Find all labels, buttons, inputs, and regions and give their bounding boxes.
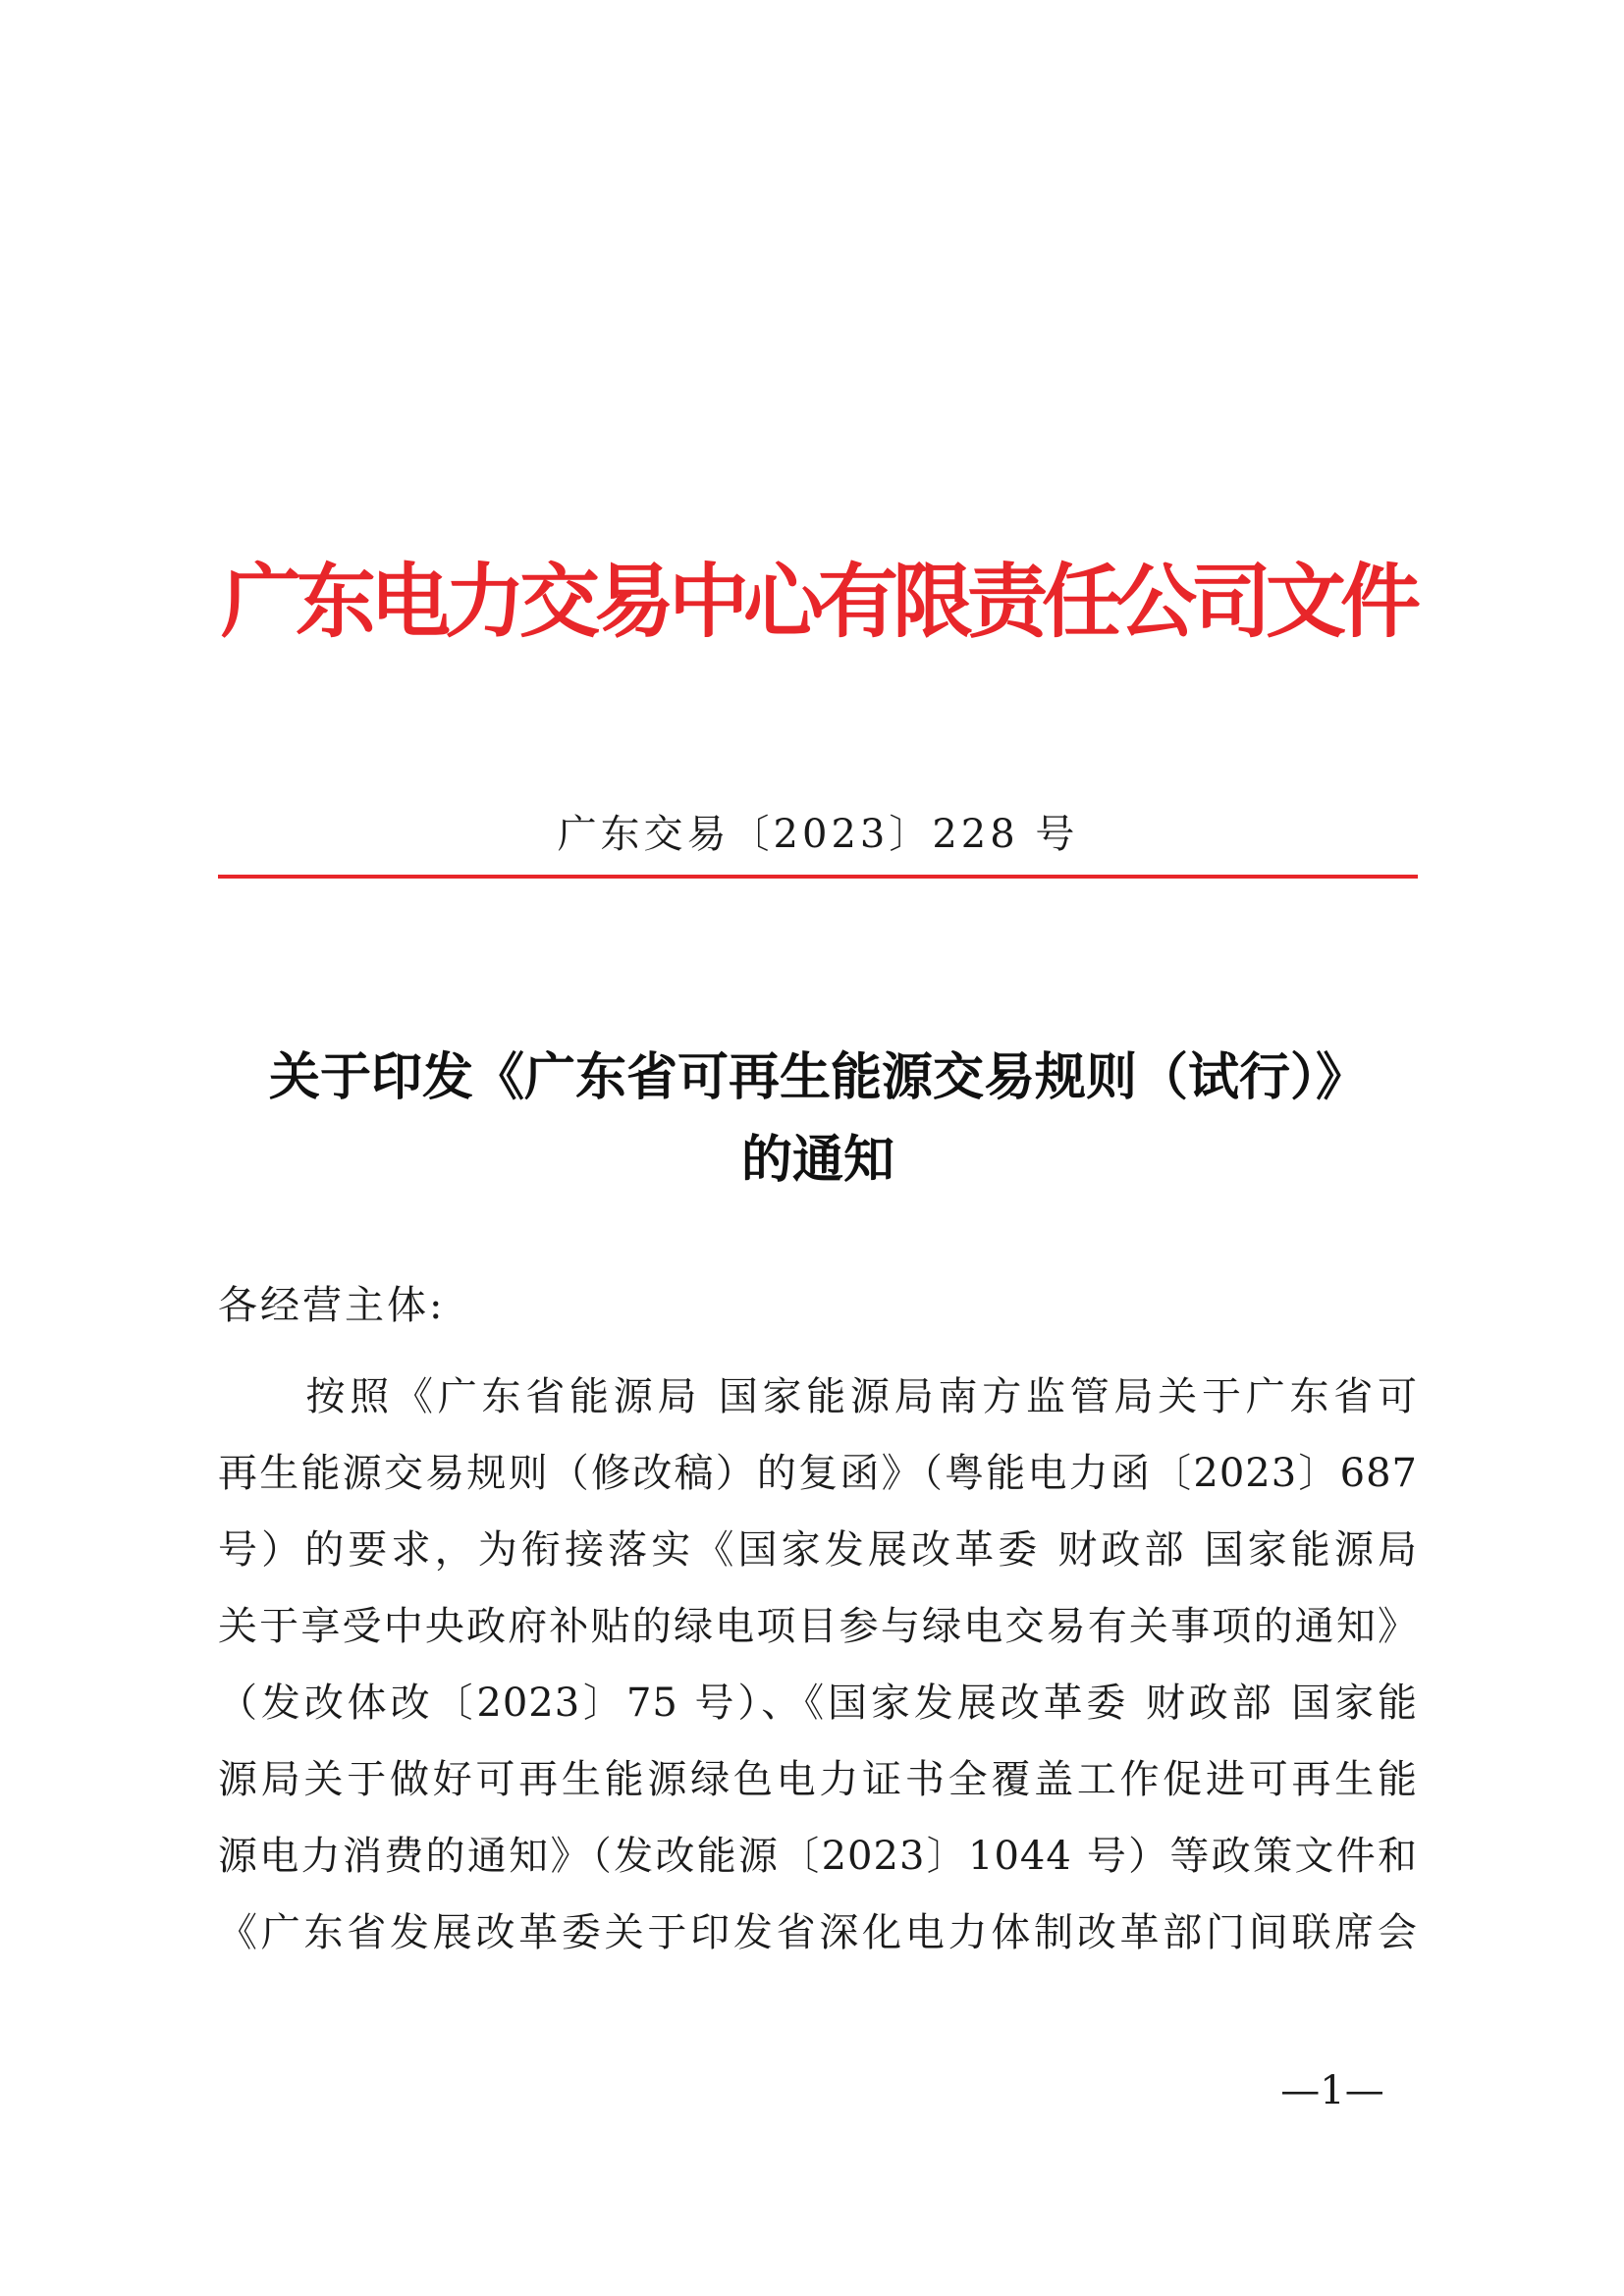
red-divider-line bbox=[218, 875, 1418, 879]
body-line: 号）的要求，为衔接落实《国家发展改革委 财政部 国家能源局 bbox=[218, 1527, 1418, 1573]
body-line: （发改体改〔2023〕75 号）、《国家发展改革委 财政部 国家能 bbox=[218, 1681, 1418, 1726]
title-line-1: 关于印发《广东省可再生能源交易规则（试行）》 bbox=[268, 1047, 1367, 1107]
body-line: 源局关于做好可再生能源绿色电力证书全覆盖工作促进可再生能 bbox=[218, 1757, 1418, 1802]
issuing-organization-header: 广东电力交易中心有限责任公司文件 bbox=[220, 555, 1415, 649]
body-line: 《广东省发展改革委关于印发省深化电力体制改革部门间联席会 bbox=[218, 1910, 1418, 1955]
document-number: 广东交易〔2023〕228 号 bbox=[557, 812, 1079, 857]
body-line: 按照《广东省能源局 国家能源局南方监管局关于广东省可 bbox=[218, 1374, 1418, 1419]
title-line-2: 的通知 bbox=[740, 1130, 894, 1190]
page-number: —1— bbox=[1280, 2068, 1384, 2113]
body-line: 源电力消费的通知》（发改能源〔2023〕1044 号）等政策文件和 bbox=[218, 1834, 1418, 1879]
body-line: 关于享受中央政府补贴的绿电项目参与绿电交易有关事项的通知》 bbox=[218, 1604, 1418, 1649]
body-paragraph bbox=[218, 1359, 1418, 1971]
body-line: 再生能源交易规则（修改稿）的复函》（粤能电力函〔2023〕687 bbox=[218, 1451, 1418, 1496]
document-title bbox=[218, 1037, 1418, 1201]
salutation: 各经营主体: bbox=[218, 1283, 446, 1328]
